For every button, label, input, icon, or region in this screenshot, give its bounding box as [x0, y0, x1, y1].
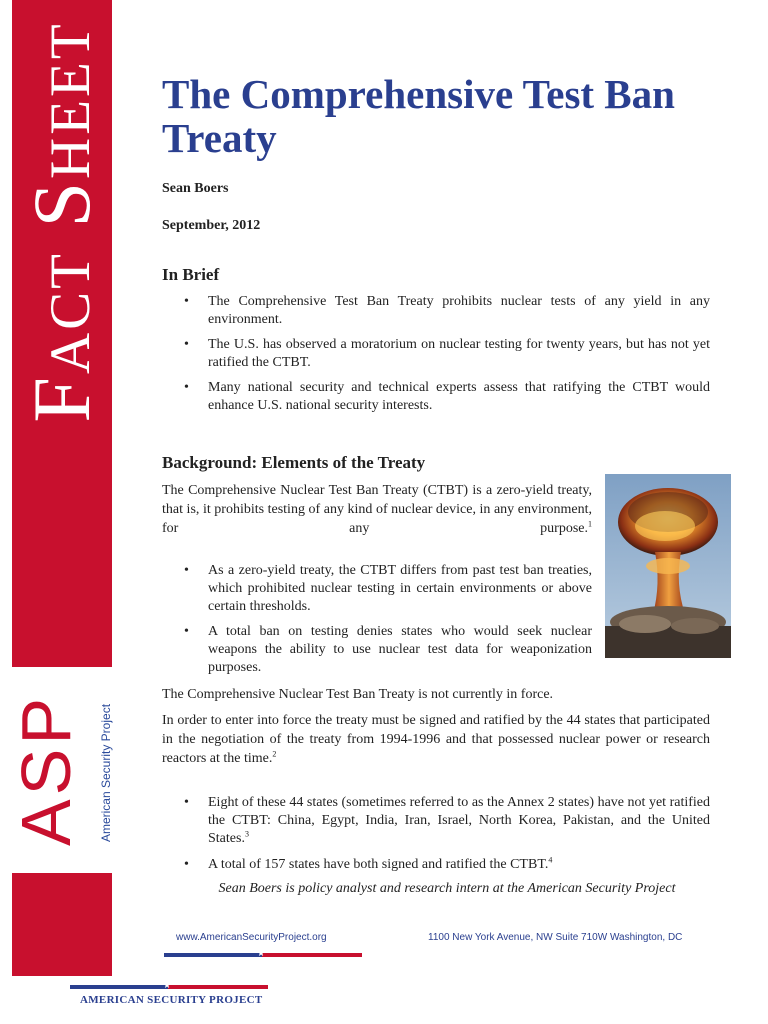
- list-item: • A total of 157 states have both signed and ratified the CTBT.$^4$: [184, 855, 553, 872]
- star-icon: ★: [163, 980, 172, 990]
- list-item: • The Comprehensive Test Ban Treaty prohibits nuclear tests of any yield in any environment.: [184, 294, 710, 327]
- footer-stripe-blue: [164, 953, 262, 957]
- star-icon: ★: [257, 948, 266, 958]
- entry-into-force: In order to enter into force the treaty must be signed and ratified by the 44 states that participated in the negotiation of the treaty from 1994-1996 and that possessed nuclear power or research reactors at the time.$^2$: [162, 713, 710, 766]
- fact-sheet-label: Fact Sheet: [16, 21, 107, 423]
- background-list: [162, 562, 592, 684]
- sidebar-bottom-block: [12, 873, 112, 976]
- date: September, 2012: [162, 218, 261, 233]
- author-bio: Sean Boers is policy analyst and research intern at the American Security Project: [218, 881, 676, 896]
- background-heading: Background: Elements of the Treaty: [162, 453, 426, 472]
- in-brief-list: [162, 293, 710, 422]
- list-item: • A total ban on testing denies states who would seek nuclear weapons the ability to use nuclear test data for weaponization purposes.: [184, 624, 592, 675]
- footer-stripe-red: [262, 953, 362, 957]
- page-title: The Comprehensive Test Ban Treaty: [162, 71, 675, 161]
- nuclear-explosion-photo: [605, 474, 731, 658]
- org-stripe-blue: [70, 985, 168, 989]
- asp-logo-letters: ASP: [7, 693, 85, 847]
- author: Sean Boers: [162, 181, 229, 196]
- treaty-status: The Comprehensive Nuclear Test Ban Treaty is not currently in force.: [162, 687, 554, 702]
- address: 1100 New York Avenue, NW Suite 710W Washington, DC: [428, 932, 683, 943]
- org-name: AMERICAN SECURITY PROJECT: [80, 994, 263, 1006]
- background-intro: The Comprehensive Nuclear Test Ban Treaty (CTBT) is a zero-yield treaty, that is, it prohibits testing of any kind of nuclear device, in any environment, for any purpose.$^1$: [162, 483, 592, 536]
- list-item: • Many national security and technical experts assess that ratifying the CTBT would enhance U.S. national security interests.: [184, 380, 710, 413]
- list-item: • The U.S. has observed a moratorium on nuclear testing for twenty years, but has not yet ratified the CTBT.: [184, 337, 710, 370]
- annex-list: [162, 794, 710, 881]
- list-item: • Eight of these 44 states (sometimes referred to as the Annex 2 states) have not yet ratified the CTBT: China, Egypt, India, Iran, Israel, North Korea, Pakistan, and the United States.$^3$: [184, 795, 710, 846]
- in-brief-heading: In Brief: [162, 265, 220, 284]
- website-link[interactable]: www.AmericanSecurityProject.org: [176, 932, 327, 943]
- asp-logo-subtitle: American Security Project: [99, 703, 113, 843]
- org-stripe-red: [168, 985, 268, 989]
- list-item: • As a zero-yield treaty, the CTBT differs from past test ban treaties, which prohibited nuclear testing in certain environments or above certain thresholds.: [184, 563, 592, 614]
